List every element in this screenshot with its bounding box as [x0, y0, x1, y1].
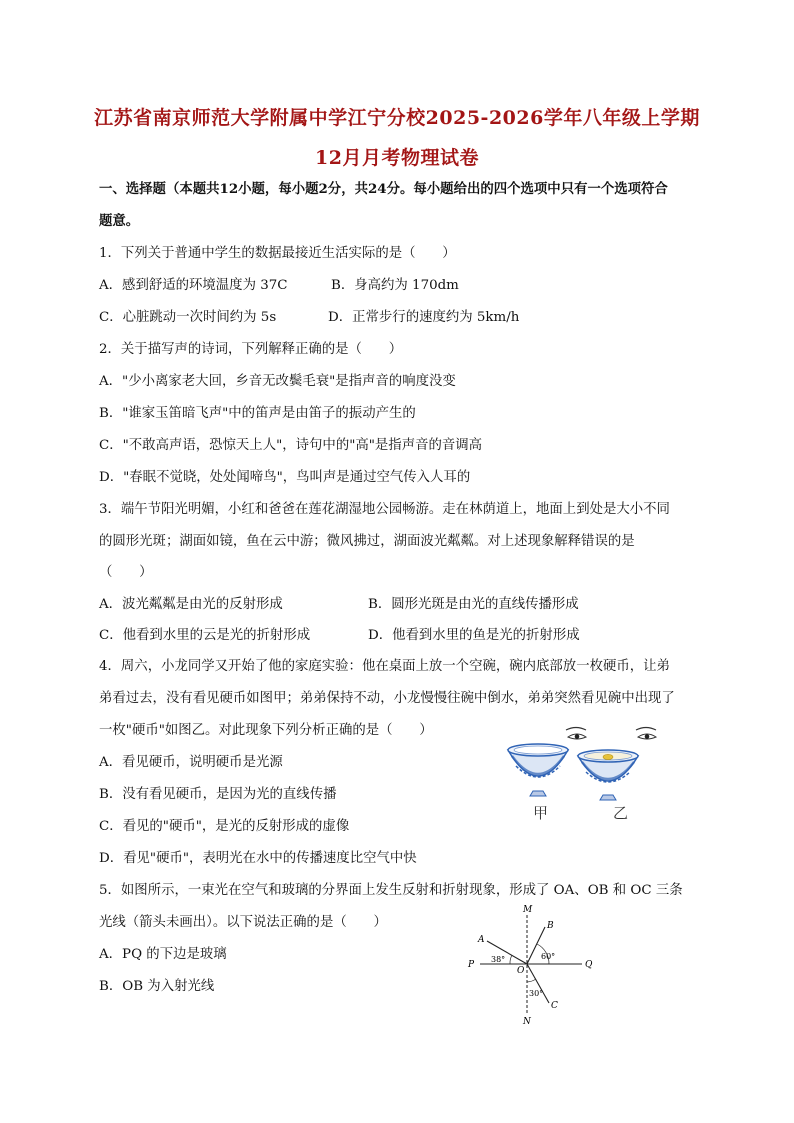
question-3-option-b: B．圆形光斑是由光的直线传播形成: [368, 597, 579, 612]
eye-icon: [566, 728, 586, 740]
question-3-option-a: A．波光粼粼是由光的反射形成: [99, 597, 283, 612]
eye-icon: [636, 728, 656, 740]
question-4-stem: 4．周六，小龙同学又开始了他的家庭实验：他在桌面上放一个空碗，碗内底部放一枚硬币，让弟: [99, 659, 670, 674]
coin-icon: [603, 754, 613, 759]
angle-label-bottom: 30°: [529, 989, 544, 998]
question-2-option-b: B．"谁家玉笛暗飞声"中的笛声是由笛子的振动产生的: [99, 406, 416, 421]
question-3-stem-paren: （ ）: [99, 565, 153, 580]
question-4-option-c: C．看见的"硬币"，是光的反射形成的虚像: [99, 819, 350, 834]
question-1-option-a: A．感到舒适的环境温度为 37C: [99, 278, 288, 293]
angle-label-left: 38°: [491, 955, 506, 964]
label-a: A: [478, 935, 485, 945]
label-m: M: [523, 905, 533, 915]
question-2-option-d: D．"春眠不觉晓，处处闻啼鸟"，鸟叫声是通过空气传入人耳的: [99, 470, 471, 485]
question-2-option-a: A．"少小离家老大回，乡音无改鬓毛衰"是指声音的响度没变: [99, 374, 456, 389]
label-o: O: [517, 966, 525, 976]
question-2-option-c: C．"不敢高声语，恐惊天上人"，诗句中的"高"是指声音的音调高: [99, 438, 483, 453]
question-2-stem: 2．关于描写声的诗词，下列解释正确的是（ ）: [99, 342, 403, 357]
question-1-option-d: D．正常步行的速度约为 5km/h: [328, 310, 520, 325]
question-4-option-b: B．没有看见硬币，是因为光的直线传播: [99, 787, 337, 802]
label-p: P: [468, 960, 475, 970]
figure-label-jia: 甲: [533, 804, 549, 822]
question-1-option-b: B．身高约为 170dm: [331, 278, 459, 293]
figure-label-yi: 乙: [613, 804, 629, 822]
label-q: Q: [585, 960, 593, 970]
question-1-option-c: C．心脏跳动一次时间约为 5s: [99, 310, 277, 325]
angle-label-right: 60°: [541, 952, 556, 961]
question-3-option-c: C．他看到水里的云是光的折射形成: [99, 628, 311, 643]
question-4-stem-cont: 弟看过去，没有看见硬币如图甲；弟弟保持不动，小龙慢慢往碗中倒水，弟弟突然看见碗中出现了: [99, 691, 675, 706]
question-3-stem: 3．端午节阳光明媚，小红和爸爸在莲花湖湿地公园畅游。走在林荫道上，地面上到处是大小不同: [99, 502, 670, 517]
bowl-with-water: [578, 750, 638, 800]
question-3-option-d: D．他看到水里的鱼是光的折射形成: [368, 628, 580, 643]
bowls-figure: [500, 722, 672, 822]
label-c: C: [551, 1001, 558, 1011]
label-n: N: [523, 1017, 531, 1025]
label-b: B: [547, 921, 554, 931]
question-4-option-a: A．看见硬币，说明硬币是光源: [99, 755, 283, 770]
question-1-stem: 1．下列关于普通中学生的数据最接近生活实际的是（ ）: [99, 246, 456, 261]
question-5-stem-cont: 光线（箭头未画出）。以下说法正确的是（ ）: [99, 915, 387, 930]
question-4-option-d: D．看见"硬币"，表明光在水中的传播速度比空气中快: [99, 851, 417, 866]
bowl-empty: [508, 744, 568, 796]
optics-diagram: [460, 903, 600, 1025]
question-5-option-a: A．PQ 的下边是玻璃: [99, 947, 227, 962]
section-heading: 一、选择题（本题共12小题，每小题2分，共24分。每小题给出的四个选项中只有一个选项符合: [99, 181, 668, 197]
question-5-option-b: B．OB 为入射光线: [99, 979, 215, 994]
question-5-stem: 5．如图所示，一束光在空气和玻璃的分界面上发生反射和折射现象，形成了 OA、OB 和 OC 三条: [99, 883, 683, 898]
exam-title-line1: 江苏省南京师范大学附属中学江宁分校2025-2026学年八年级上学期: [94, 107, 700, 129]
question-3-stem-cont: 的圆形光斑；湖面如镜，鱼在云中游；微风拂过，湖面波光粼粼。对上述现象解释错误的是: [99, 534, 635, 549]
exam-title-line2: 12月月考物理试卷: [315, 147, 479, 169]
question-4-stem-end: 一枚"硬币"如图乙。对此现象下列分析正确的是（ ）: [99, 723, 433, 738]
section-heading-cont: 题意。: [99, 213, 140, 229]
